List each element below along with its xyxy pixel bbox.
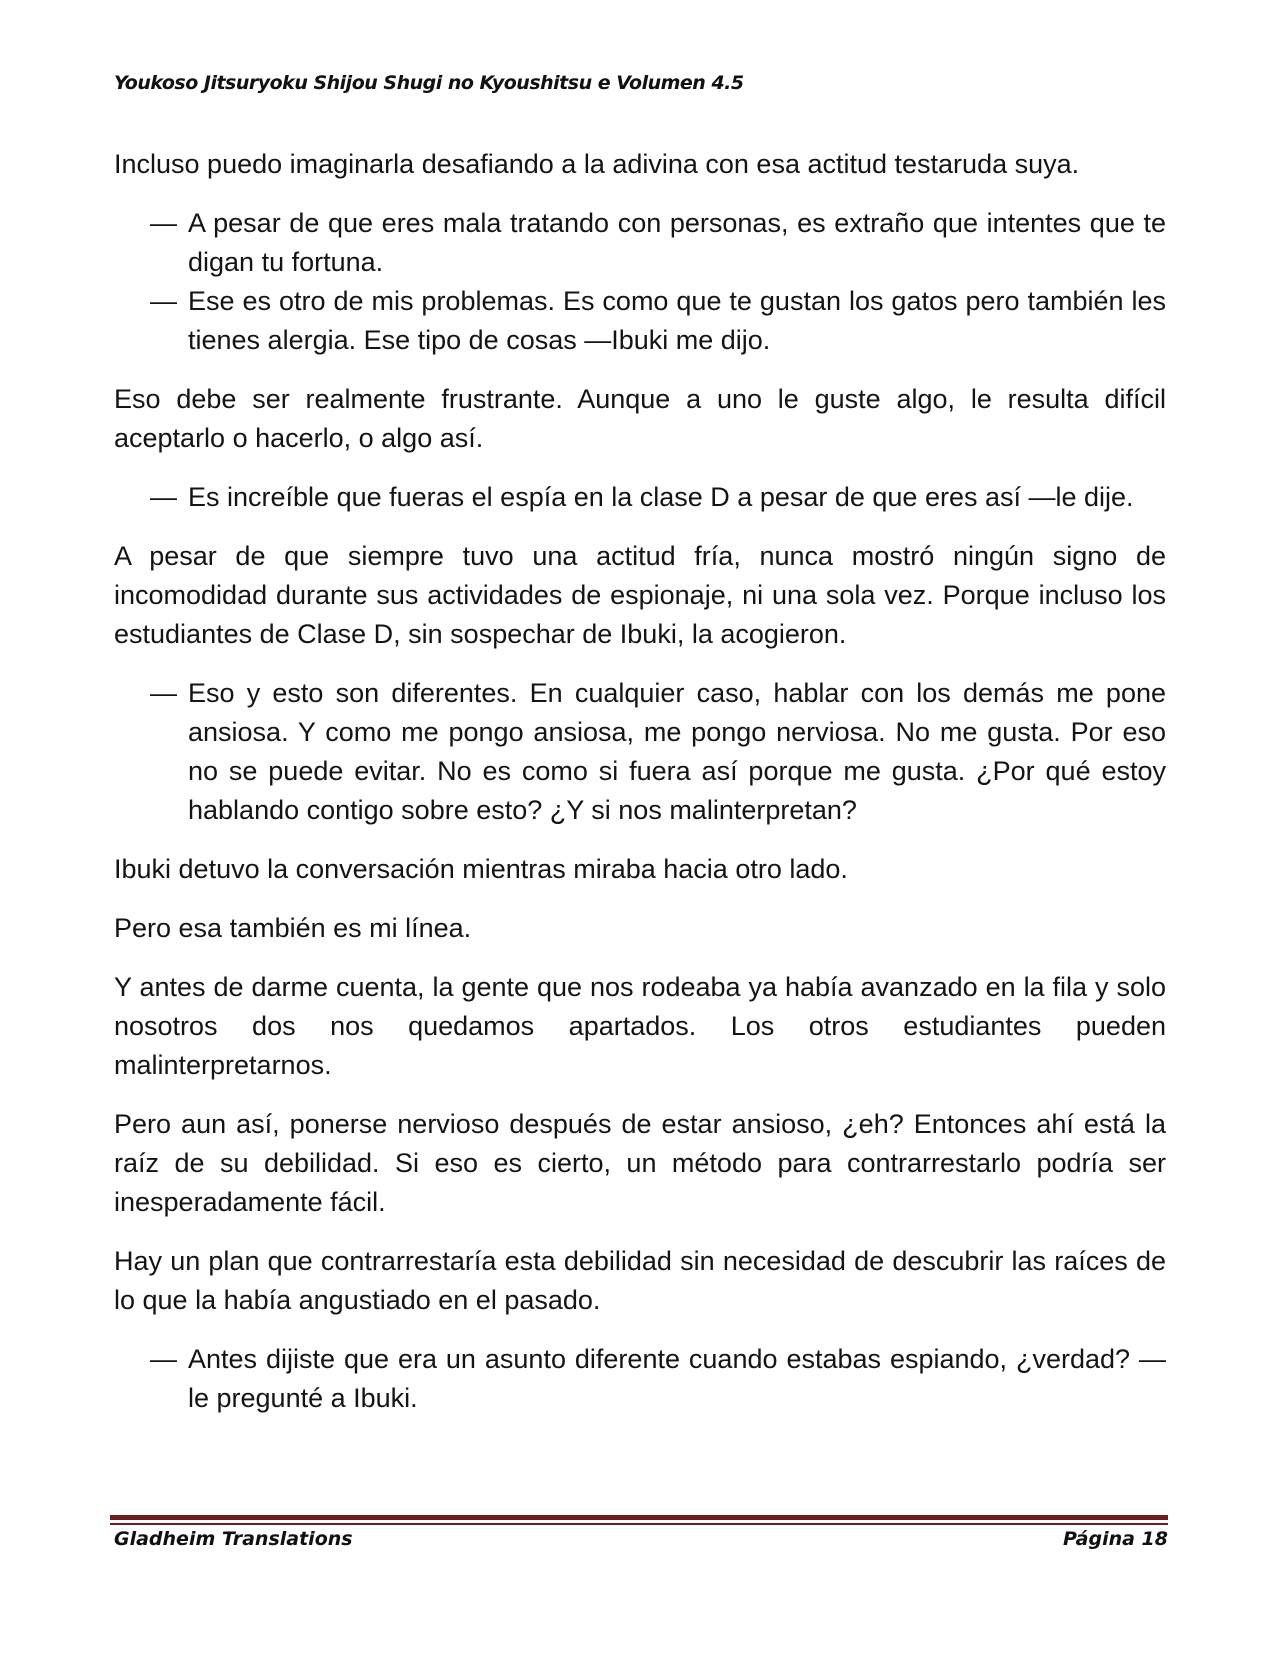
dialogue-line bbox=[114, 1340, 1166, 1418]
dialogue-line bbox=[114, 478, 1166, 517]
dialogue-dash: — bbox=[150, 286, 177, 316]
dialogue-line bbox=[114, 674, 1166, 830]
paragraph: Pero aun así, ponerse nervioso después de estar ansioso, ¿eh? Entonces ahí está la raíz de su debilidad. Si eso es cierto, un método para contrarrestarlo podría ser inesperadamente fácil. bbox=[114, 1109, 1166, 1217]
footer-rule-thin bbox=[110, 1523, 1168, 1525]
dialogue-dash: — bbox=[150, 678, 177, 708]
dialogue-text: Es increíble que fueras el espía en la clase D a pesar de que eres así —le dije. bbox=[188, 482, 1134, 512]
paragraph: A pesar de que siempre tuvo una actitud fría, nunca mostró ningún signo de incomodidad durante sus actividades de espionaje, ni una sola vez. Porque incluso los estudiantes de Clase D, sin sospechar de Ibuki, la acogieron. bbox=[114, 541, 1166, 649]
paragraph: Y antes de darme cuenta, la gente que nos rodeaba ya había avanzado en la fila y solo nosotros dos nos quedamos apartados. Los otros estudiantes pueden malinterpretarnos. bbox=[114, 972, 1166, 1080]
page-header-title: Youkoso Jitsuryoku Shijou Shugi no Kyoushitsu e Volumen 4.5 bbox=[114, 72, 744, 94]
dialogue-dash: — bbox=[150, 208, 177, 238]
paragraph: Hay un plan que contrarrestaría esta debilidad sin necesidad de descubrir las raíces de lo que la había angustiado en el pasado. bbox=[114, 1246, 1166, 1315]
paragraph: Pero esa también es mi línea. bbox=[114, 913, 472, 943]
footer-translator: Gladheim Translations bbox=[114, 1528, 353, 1550]
dialogue-line bbox=[114, 282, 1166, 360]
dialogue-text: Antes dijiste que era un asunto diferente cuando estabas espiando, ¿verdad? —le pregunté a Ibuki. bbox=[188, 1344, 1166, 1413]
dialogue-text: A pesar de que eres mala tratando con personas, es extraño que intentes que te digan tu fortuna. bbox=[188, 208, 1166, 277]
paragraph: Eso debe ser realmente frustrante. Aunque a uno le guste algo, le resulta difícil aceptarlo o hacerlo, o algo así. bbox=[114, 384, 1166, 453]
paragraph: Incluso puedo imaginarla desafiando a la adivina con esa actitud testaruda suya. bbox=[114, 149, 1080, 179]
page-body bbox=[114, 145, 1166, 1418]
dialogue-line bbox=[114, 204, 1166, 282]
footer-rule-thick bbox=[110, 1515, 1168, 1520]
paragraph: Ibuki detuvo la conversación mientras miraba hacia otro lado. bbox=[114, 854, 848, 884]
dialogue-text: Ese es otro de mis problemas. Es como que te gustan los gatos pero también les tienes alergia. Ese tipo de cosas —Ibuki me dijo. bbox=[188, 286, 1166, 355]
dialogue-text: Eso y esto son diferentes. En cualquier caso, hablar con los demás me pone ansiosa. Y como me pongo ansiosa, me pongo nerviosa. No me gusta. Por eso no se puede evitar. No es como si fuera así porque me gusta. ¿Por qué estoy hablando contigo sobre esto? ¿Y si nos malinterpretan? bbox=[188, 678, 1166, 825]
footer-page-number: Página 18 bbox=[1062, 1528, 1168, 1550]
dialogue-dash: — bbox=[150, 1344, 177, 1374]
dialogue-dash: — bbox=[150, 482, 177, 512]
